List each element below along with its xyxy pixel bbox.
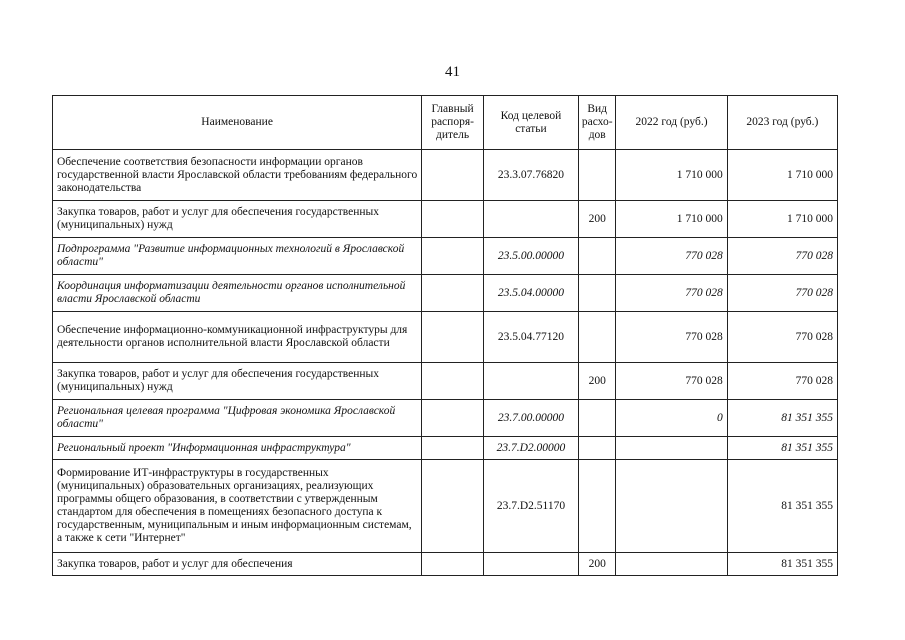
row-admin-cell <box>422 363 484 400</box>
row-admin-cell <box>422 150 484 201</box>
row-2022-cell: 770 028 <box>616 275 727 312</box>
row-2023-cell: 81 351 355 <box>727 460 837 553</box>
row-name-cell: Формирование ИТ-инфраструктуры в государственных (муниципальных) образовательных организациях, реализующих программы общего образования, в соответствии с утвержденным стандартом для обеспечения в помещениях безопасного доступа к государственным, муниципальным и иным информационным системам, а также к сети "Интернет" <box>53 460 422 553</box>
row-2023-cell: 81 351 355 <box>727 553 837 576</box>
header-2022: 2022 год (руб.) <box>616 96 727 150</box>
row-name-cell: Закупка товаров, работ и услуг для обеспечения государственных (муниципальных) нужд <box>53 201 422 238</box>
row-admin-cell <box>422 460 484 553</box>
table-header-row <box>53 96 838 150</box>
row-type-cell <box>579 275 616 312</box>
row-type-cell: 200 <box>579 363 616 400</box>
row-name-cell: Региональная целевая программа "Цифровая экономика Ярославской области" <box>53 400 422 437</box>
row-name-cell: Региональный проект "Информационная инфраструктура" <box>53 437 422 460</box>
row-code-cell: 23.5.00.00000 <box>483 238 578 275</box>
row-admin-cell <box>422 201 484 238</box>
budget-table <box>52 95 838 576</box>
row-code-cell: 23.3.07.76820 <box>483 150 578 201</box>
header-name: Наименование <box>53 96 422 150</box>
table-row <box>53 460 838 553</box>
row-2022-cell <box>616 460 727 553</box>
table-row <box>53 150 838 201</box>
table-row <box>53 437 838 460</box>
row-2022-cell <box>616 553 727 576</box>
row-name-cell: Обеспечение соответствия безопасности информации органов государственной власти Ярославской области требованиям федерального законодательства <box>53 150 422 201</box>
row-2022-cell: 770 028 <box>616 363 727 400</box>
row-2022-cell: 1 710 000 <box>616 201 727 238</box>
table-row <box>53 201 838 238</box>
row-2023-cell: 770 028 <box>727 363 837 400</box>
row-2022-cell: 770 028 <box>616 238 727 275</box>
row-code-cell: 23.5.04.77120 <box>483 312 578 363</box>
row-2023-cell: 770 028 <box>727 275 837 312</box>
row-code-cell: 23.7.D2.00000 <box>483 437 578 460</box>
row-2023-cell: 1 710 000 <box>727 201 837 238</box>
row-name-cell: Закупка товаров, работ и услуг для обеспечения государственных (муниципальных) нужд <box>53 363 422 400</box>
row-2022-cell: 770 028 <box>616 312 727 363</box>
table-row <box>53 238 838 275</box>
row-name-cell: Закупка товаров, работ и услуг для обеспечения <box>53 553 422 576</box>
row-type-cell <box>579 312 616 363</box>
row-code-cell: 23.7.D2.51170 <box>483 460 578 553</box>
table-row <box>53 312 838 363</box>
header-code: Код целевой статьи <box>483 96 578 150</box>
row-2023-cell: 770 028 <box>727 238 837 275</box>
row-admin-cell <box>422 275 484 312</box>
row-code-cell: 23.5.04.00000 <box>483 275 578 312</box>
row-type-cell <box>579 238 616 275</box>
row-name-cell: Подпрограмма "Развитие информационных технологий в Ярославской области" <box>53 238 422 275</box>
table-row <box>53 275 838 312</box>
row-admin-cell <box>422 437 484 460</box>
row-type-cell <box>579 400 616 437</box>
table-row <box>53 363 838 400</box>
row-name-cell: Координация информатизации деятельности органов исполнительной власти Ярославской области <box>53 275 422 312</box>
row-2022-cell: 1 710 000 <box>616 150 727 201</box>
row-type-cell <box>579 150 616 201</box>
row-admin-cell <box>422 238 484 275</box>
table-row <box>53 553 838 576</box>
row-admin-cell <box>422 553 484 576</box>
header-2023: 2023 год (руб.) <box>727 96 837 150</box>
page-number: 41 <box>445 64 460 80</box>
row-2023-cell: 1 710 000 <box>727 150 837 201</box>
row-2022-cell <box>616 437 727 460</box>
row-code-cell <box>483 201 578 238</box>
row-2023-cell: 81 351 355 <box>727 437 837 460</box>
row-code-cell: 23.7.00.00000 <box>483 400 578 437</box>
row-admin-cell <box>422 400 484 437</box>
table-row <box>53 400 838 437</box>
row-type-cell: 200 <box>579 553 616 576</box>
row-name-cell: Обеспечение информационно-коммуникационной инфраструктуры для деятельности органов исполнительной власти Ярославской области <box>53 312 422 363</box>
row-type-cell: 200 <box>579 201 616 238</box>
row-2023-cell: 770 028 <box>727 312 837 363</box>
row-2022-cell: 0 <box>616 400 727 437</box>
row-code-cell <box>483 553 578 576</box>
row-type-cell <box>579 437 616 460</box>
header-admin: Главный распоря-дитель <box>422 96 484 150</box>
header-type: Вид расхо-дов <box>579 96 616 150</box>
row-2023-cell: 81 351 355 <box>727 400 837 437</box>
table-body <box>53 150 838 576</box>
row-admin-cell <box>422 312 484 363</box>
row-code-cell <box>483 363 578 400</box>
row-type-cell <box>579 460 616 553</box>
